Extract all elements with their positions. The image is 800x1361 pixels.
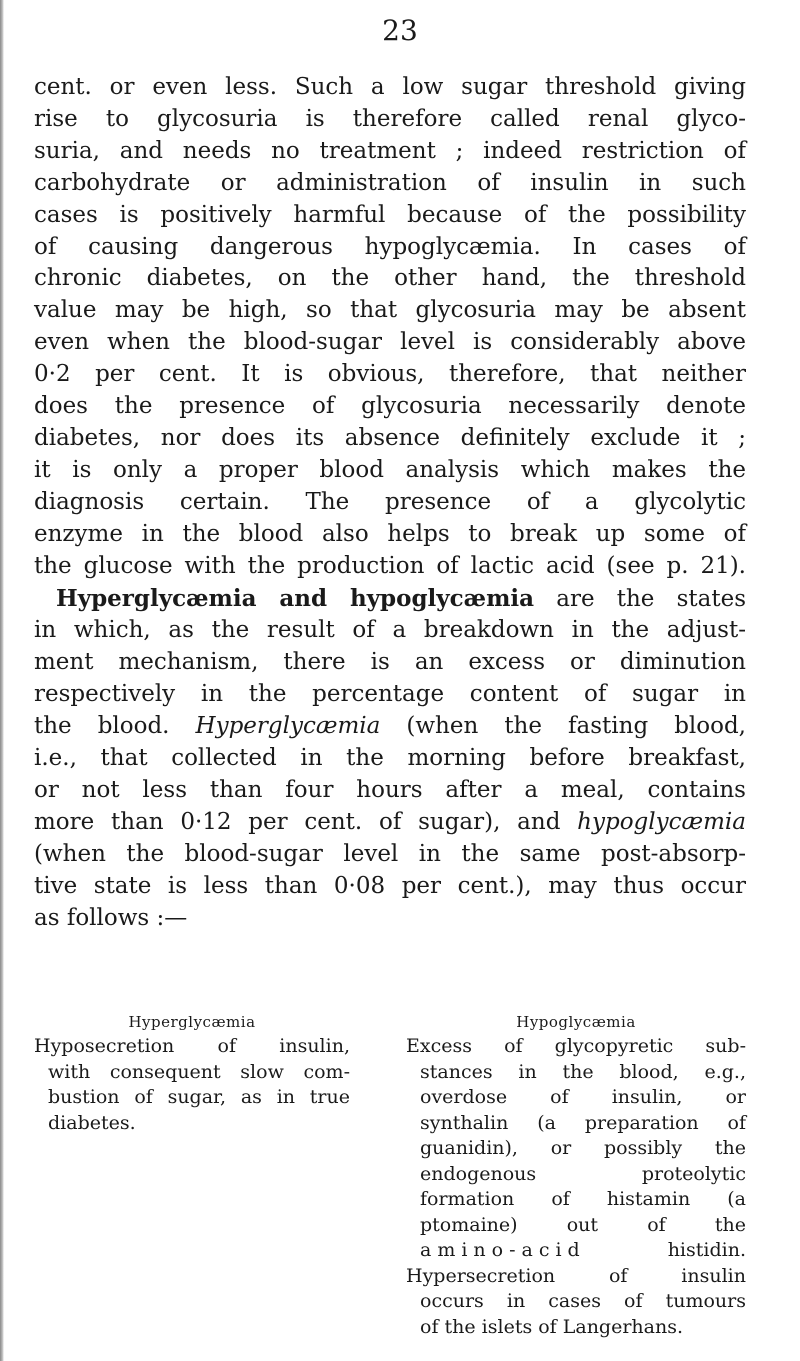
- text-line: 0·2 per cent. It is obvious, therefore, that neither: [34, 361, 746, 388]
- column-line: guanidin), or possibly the: [420, 1137, 746, 1159]
- text-line: respectively in the percentage content of sugar in: [34, 681, 746, 708]
- text-line: does the presence of glycosuria necessarily denote: [34, 393, 746, 420]
- page-number: 23: [382, 14, 418, 47]
- column-line: bustion of sugar, as in true: [48, 1086, 350, 1108]
- text-line: value may be high, so that glycosuria may be absent: [34, 297, 746, 324]
- column-line: [406, 1238, 746, 1264]
- italic-term: Hyperglycæmia: [195, 713, 381, 740]
- column-line: Excess of glycopyretic sub-: [406, 1035, 746, 1057]
- column-line: with consequent slow com-: [48, 1060, 350, 1083]
- text-line: diabetes, nor does its absence definitely exclude it ;: [34, 424, 746, 451]
- column-line: ptomaine) out of the: [420, 1213, 746, 1236]
- text-line: carbohydrate or administration of insulin in such: [34, 169, 746, 196]
- column-hypoglycaemia: [406, 1012, 746, 1340]
- text-line: diagnosis certain. The presence of a glycolytic: [34, 488, 746, 515]
- text-line: [34, 807, 746, 839]
- column-line: formation of histamin (a: [420, 1188, 746, 1210]
- column-line: stances in the blood, e.g.,: [420, 1060, 746, 1083]
- letterspaced-term: amino-acid: [420, 1239, 586, 1261]
- paragraph-opening-line: [34, 583, 746, 616]
- column-hyperglycaemia: [34, 1012, 350, 1136]
- text-line: suria, and needs no treatment ; indeed restriction of: [34, 137, 746, 164]
- text-line: enzyme in the blood also helps to break up some of: [34, 520, 746, 547]
- text-line: rise to glycosuria is therefore called renal glyco-: [34, 105, 746, 132]
- column-line: synthalin (a preparation of: [420, 1111, 746, 1134]
- text-line: (when the blood-sugar level in the same post-absorp-: [34, 840, 746, 867]
- text-line: i.e., that collected in the morning before breakfast,: [34, 745, 746, 772]
- column-heading: Hypoglycæmia: [516, 1013, 636, 1031]
- text-line: of causing dangerous hypoglycæmia. In cases of: [34, 233, 746, 260]
- text-line: the glucose with the production of lactic acid (see p. 21).: [34, 552, 746, 579]
- text-line: [34, 711, 746, 743]
- column-line: of the islets of Langerhans.: [420, 1315, 684, 1338]
- text-line: or not less than four hours after a meal, contains: [34, 776, 746, 803]
- text-line: even when the blood-sugar level is considerably above: [34, 329, 746, 356]
- text-line: cases is positively harmful because of the possibility: [34, 201, 746, 228]
- text-line: cent. or even less. Such a low sugar threshold giving: [34, 74, 746, 100]
- column-line: overdose of insulin, or: [420, 1086, 746, 1108]
- column-line: diabetes.: [48, 1111, 136, 1134]
- text-line: it is only a proper blood analysis which makes the: [34, 456, 746, 483]
- column-line: Hyposecretion of insulin,: [34, 1035, 350, 1057]
- page-binding-edge: [0, 0, 4, 1361]
- text-line: ment mechanism, there is an excess or diminution: [34, 649, 746, 676]
- body-text: [34, 72, 746, 934]
- bold-term: Hyperglycæmia and hypoglycæmia: [56, 584, 535, 612]
- text-line: in which, as the result of a breakdown in the adjust-: [34, 617, 746, 644]
- text-run: histidin.: [585, 1239, 746, 1261]
- column-line: Hypersecretion of insulin: [406, 1264, 746, 1287]
- text-run: the blood.: [34, 713, 196, 740]
- column-line: endogenous proteolytic: [420, 1162, 746, 1185]
- text-line: tive state is less than 0·08 per cent.), may thus occur: [34, 872, 746, 899]
- text-run: more than 0·12 per cent. of sugar), and: [34, 808, 578, 835]
- column-line: occurs in cases of tumours: [420, 1290, 746, 1312]
- text-line: as follows :—: [34, 904, 188, 931]
- text-run: (when the fasting blood,: [380, 713, 746, 740]
- italic-term: hypoglycæmia: [577, 808, 746, 835]
- text-line: chronic diabetes, on the other hand, the threshold: [34, 265, 746, 292]
- column-heading: Hyperglycæmia: [128, 1013, 256, 1031]
- text-run: are the states: [534, 585, 746, 612]
